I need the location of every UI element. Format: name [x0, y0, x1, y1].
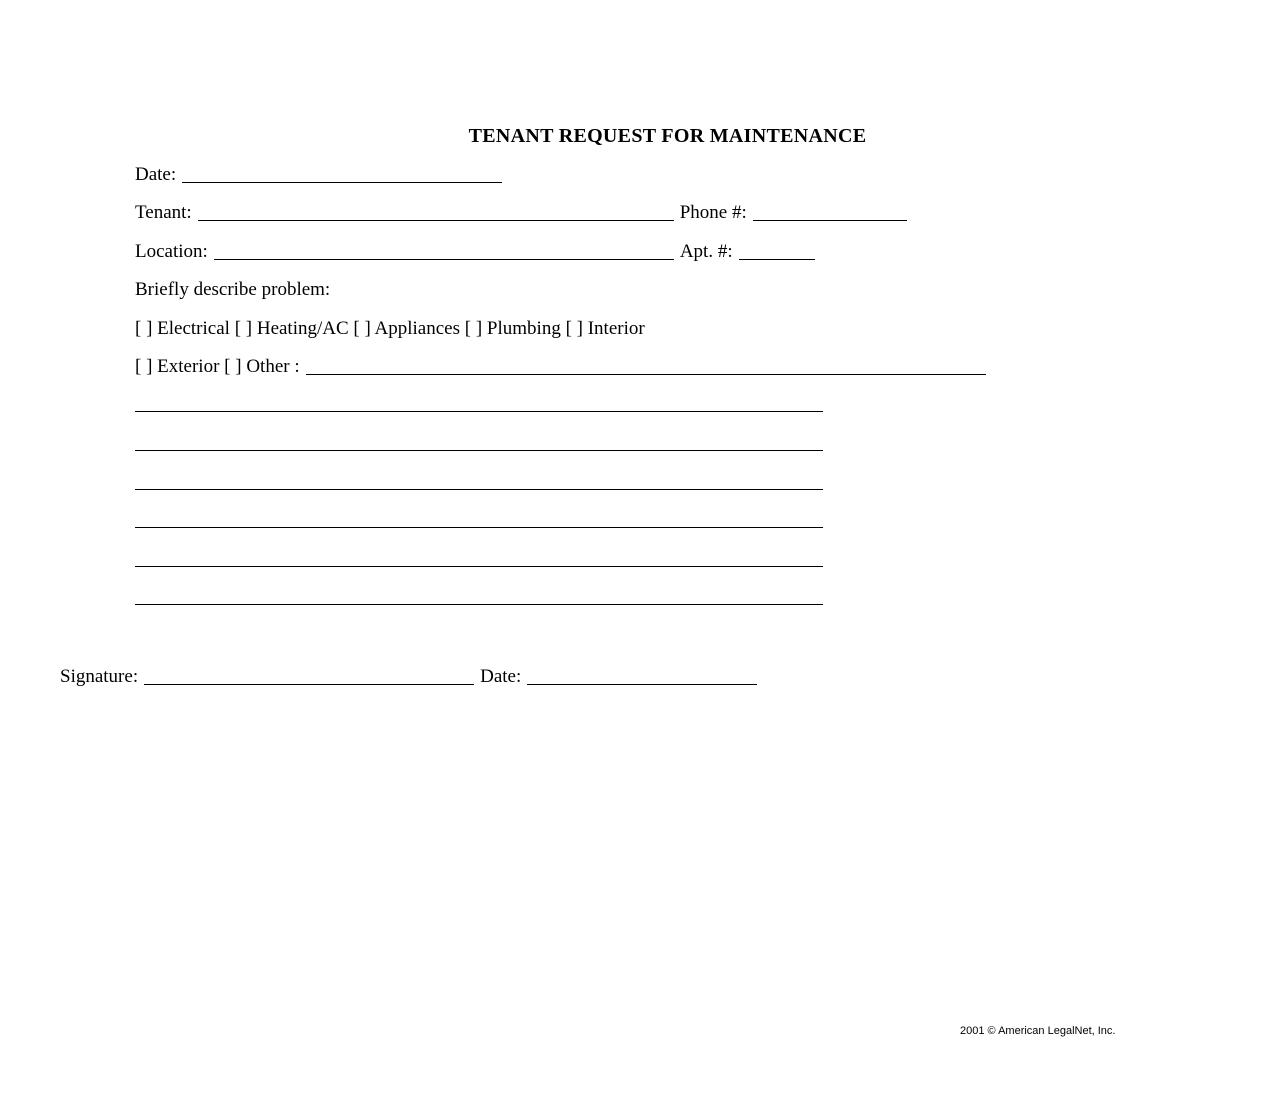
- copyright-footer: 2001 © American LegalNet, Inc.: [960, 1025, 1116, 1037]
- location-field[interactable]: [214, 241, 674, 260]
- signature-date-field[interactable]: [527, 666, 757, 685]
- checkbox-exterior[interactable]: [ ]: [135, 356, 153, 377]
- categories-row-1: [135, 317, 645, 341]
- category-electrical: Electrical: [157, 318, 230, 339]
- category-exterior: Exterior: [157, 356, 220, 377]
- phone-label: Phone #:: [679, 202, 747, 223]
- form-title: TENANT REQUEST FOR MAINTENANCE: [468, 125, 867, 147]
- signature-field[interactable]: [144, 666, 474, 685]
- apt-label: Apt. #:: [679, 241, 733, 262]
- checkbox-plumbing[interactable]: [ ]: [464, 318, 483, 339]
- describe-label: Briefly describe problem:: [135, 279, 331, 300]
- date-field[interactable]: [182, 164, 502, 183]
- signature-date-label: Date:: [480, 666, 522, 687]
- description-line-6[interactable]: [135, 604, 823, 605]
- description-line-1[interactable]: [135, 411, 823, 412]
- category-interior: Interior: [587, 318, 645, 339]
- tenant-field[interactable]: [198, 202, 674, 221]
- checkbox-appliances[interactable]: [ ]: [353, 318, 371, 339]
- checkbox-electrical[interactable]: [ ]: [135, 318, 153, 339]
- other-field[interactable]: [306, 356, 986, 375]
- signature-label: Signature:: [60, 666, 139, 687]
- date-label: Date:: [135, 164, 177, 185]
- signature-row: [60, 665, 757, 689]
- description-line-4[interactable]: [135, 527, 823, 528]
- category-other: Other :: [246, 356, 300, 377]
- categories-row-2: [135, 355, 986, 379]
- category-heating-ac: Heating/AC: [256, 318, 349, 339]
- tenant-row: [135, 201, 907, 225]
- date-row: [135, 163, 502, 187]
- category-appliances: Appliances: [374, 318, 461, 339]
- location-row: [135, 240, 815, 264]
- description-line-5[interactable]: [135, 566, 823, 567]
- phone-field[interactable]: [753, 202, 907, 221]
- location-label: Location:: [135, 241, 208, 262]
- checkbox-other[interactable]: [ ]: [224, 356, 242, 377]
- description-line-3[interactable]: [135, 489, 823, 490]
- tenant-label: Tenant:: [135, 202, 192, 223]
- category-plumbing: Plumbing: [486, 318, 561, 339]
- checkbox-interior[interactable]: [ ]: [565, 318, 583, 339]
- checkbox-heating-ac[interactable]: [ ]: [234, 318, 253, 339]
- apt-field[interactable]: [739, 241, 815, 260]
- description-line-2[interactable]: [135, 450, 823, 451]
